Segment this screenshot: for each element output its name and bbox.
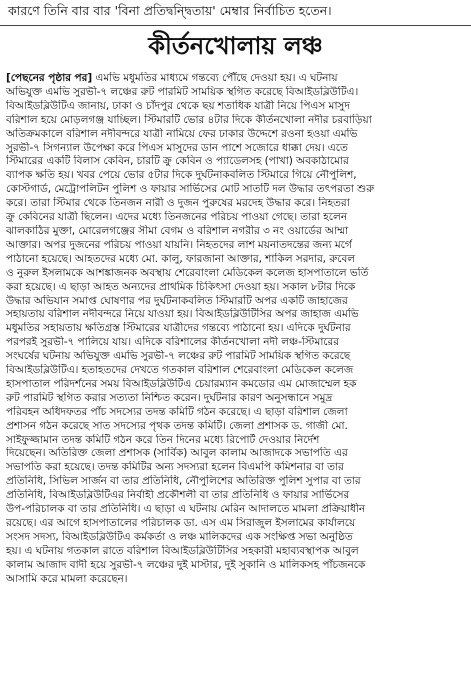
article-line: ক্রু কেবিনের যাত্রী ছিলেন। এদের মধ্যে তিনজনের পরিচয় পাওয়া গেছে। তারা হলেন [6, 211, 348, 224]
article-line: সুরভী-৭ সিগন্যাল উপেক্ষা করে পিএস মাসুদের ডান পাশে সজোরে ধাক্কা দেয়। এতে [6, 141, 348, 154]
article-line: অতিক্রমকালে বরিশাল নদীবন্দরে যাত্রী নামিয়ে ফের ঢাকার উদ্দেশে রওনা হওয়া এমভি [6, 127, 358, 140]
article-line: ও নুরুল ইসলামকে আশঙ্কাজনক অবস্থায় শেরেবাংলা মেডিকেল কলেজ হাসপাতালে ভর্তি [6, 266, 369, 279]
article-line: স্টিমারের একটি বিলাস কেবিন, চারটি ক্রু কেবিন ও প্যাডেলসহ (পাখা) অবকাঠামোর [6, 155, 349, 168]
article-line: পাঠানো হয়েছে। আহতদের মধ্যে মো. কালু, ফারজানা আক্তার, শাকিল সরদার, রুবেল [6, 252, 356, 265]
article-line: বিআইডব্লিউটিএ। হতাহতদের দেখতে গতকাল বরিশাল শেরেবাংলা মেডিকেল কলেজ [6, 364, 354, 377]
article-line: প্রশাসন গঠন করেছে সাত সদস্যের পৃথক তদন্ত কমিটি। জেলা প্রশাসক ড. গাজী মো. [6, 419, 348, 432]
article-line: ঝালকাঠির মুক্তা, মোরেলগঞ্জের সীমা বেগম ও বরিশাল নগরীর ৩ নং ওয়ার্ডের আম্মা [6, 224, 349, 237]
article-line: প্রতিনিধি, সিভিল সার্জন বা তার প্রতিনিধি, নৌপুলিশের অতিরিক্ত পুলিশ সুপার বা তার [6, 475, 361, 488]
article-line: হাসপাতাল পরিদর্শনের সময় বিআইডব্লিউটিএ চেয়ারম্যান কমডোর এম মোজাম্মেল হক [6, 377, 357, 390]
article-line: উপ-পরিচালক বা তার প্রতিনিধি। এ ছাড়া এ ঘটনায় মেরিন আদালতে মামলা প্রক্রিয়াধীন [6, 503, 366, 516]
article-line: ব্যাপক ক্ষতি হয়। খবর পেয়ে ভোর ৫টার দিকে দুর্ঘটনাকবলিত স্টিমারে গিয়ে নৌপুলিশ, [6, 169, 357, 182]
article-line-text: এমভি মধুমতির মাধ্যমে গন্তব্যে পৌঁছে দেওয়া হয়। এ ঘটনায় [92, 72, 338, 84]
article-line: রয়েছে। এর আগে হাসপাতালের পরিচালক ডা. এস এম সিরাজুল ইসলামের কার্যালয়ে [6, 517, 356, 529]
article-line: দিয়েছেন। অতিরিক্ত জেলা প্রশাসক (সার্বিক) আবুল কালাম আজাদকে সভাপতি এর [6, 447, 348, 460]
article-line: আক্তার। অপর দুজনের পরিচয় পাওয়া যায়নি। নিহতদের লাশ ময়নাতদন্তের জন্য মর্গে [6, 238, 352, 251]
article-line: উদ্ধার অভিযান সমাপ্ত ঘোষণার পর দুর্ঘটনাকবলিত স্টিমারটি অপর একটি জাহাজের [6, 294, 348, 307]
article-line: সহায়তায় বরিশাল নদীবন্দরে নিয়ে যাওয়া হয়। বিআইডব্লিউটিসির অপর জাহাজ এমভি [6, 308, 359, 321]
article-line: বিআইডব্লিউটিএ জানায়, ঢাকা ও চাঁদপুর থেকে ছয় শতাধিক যাত্রী নিয়ে পিএস মাসুদ [6, 99, 350, 112]
article-line: কালাম আজাদ বাদী হয়ে সুরভী-৭ লঞ্চের দুই মাস্টার, দুই সুকানি ও মালিকসহ পাঁচজনকে [6, 558, 366, 571]
article-line: বরিশাল হয়ে মোড়লগঞ্জ যাচ্ছিল। স্টিমারটি ভোর ৪টার দিকে কীর্তনখোলা নদীর চরবাড়িয়া [6, 113, 372, 126]
continued-from-tag: [পেছনের পৃষ্ঠার পর] [6, 72, 93, 84]
previous-article-tail [0, 0, 471, 26]
article-line: সংসদ সদস্য, বিআইডব্লিউটিএ কর্মকর্তা ও লঞ্চ মালিকদের এক সংক্ষিপ্ত সভা অনুষ্ঠিত [6, 530, 353, 543]
article-line [6, 72, 465, 86]
article-line: কোস্টগার্ড, মেট্রোপলিটন পুলিশ ও ফায়ার সার্ভিসের মোট সাতটি দল উদ্ধার তৎপরতা শুরু [6, 183, 375, 196]
article-line: আসামি করে মামলা করেছেন। [6, 572, 128, 585]
article-line: করা হয়েছে। এ ছাড়া আহত অন্যদের প্রাথমিক চিকিৎসা দেওয়া হয়। সকাল ৮টার দিকে [6, 280, 356, 293]
article-line: করে। তারা স্টিমার থেকে তিনজন নারী ও দুজন পুরুষের মরদেহ উদ্ধার করে। নিহতরা [6, 197, 350, 210]
article-line: রুট পারমিট স্থগিত করার সত্যতা নিশ্চিত করেন। দুর্ঘটনার কারণ অনুসন্ধানে সমুদ্র [6, 391, 333, 404]
article-line: সভাপতি করা হয়েছে। তদন্ত কমিটির অন্য সদস্যরা হলেন বিএমপি কমিশনার বা তার [6, 461, 344, 474]
article-line: হয়। এ ঘটনায় গতকাল রাতে বরিশাল বিআইডব্লিউটিসির সহকারী মহাব্যবস্থাপক আবুল [6, 544, 359, 557]
previous-article-line: কারণে তিনি বার বার 'বিনা প্রতিদ্বন্দ্বিতায়' মেম্বার নির্বাচিত হতেন। [8, 3, 332, 18]
article-headline: কীর্তনখোলায় লঞ্চ [148, 31, 323, 60]
article-line: পরিবহন অধিদফতর পাঁচ সদস্যের তদন্ত কমিটি গঠন করেছে। এ ছাড়া বরিশাল জেলা [6, 405, 348, 418]
article-line: অভিযুক্ত এমভি সুরভী-৭ লঞ্চের রুট পারমিট সাময়িক স্থগিত করেছে বিআইডব্লিউটিএ। [6, 85, 359, 98]
article-body [6, 72, 465, 686]
article-line: প্রতিনিধি, বিআইডব্লিউটিএর নির্বাহী প্রকৌশলী বা তার প্রতিনিধি ও ফায়ার সার্ভিসের [6, 489, 350, 502]
article-line: সংঘর্ষের ঘটনায় অভিযুক্ত এমভি সুরভী-৭ লঞ্চের রুট পারমিট সাময়িক স্থগিত করেছে [6, 350, 351, 363]
article-line: মধুমতির সহায়তায় ক্ষতিগ্রস্ত স্টিমারের যাত্রীদের গন্তব্যে পাঠানো হয়। এদিকে দুর্ঘটনার [6, 322, 351, 335]
article-line: পরপরই সুরভী-৭ পালিয়ে যায়। এদিকে বরিশালের কীর্তনখোলা নদী লঞ্চ-স্টিমারের [6, 336, 340, 349]
article-line: সাইফুজ্জামান তদন্ত কমিটি গঠন করে তিন দিনের মধ্যে রিপোর্ট দেওয়ার নির্দেশ [6, 433, 320, 446]
